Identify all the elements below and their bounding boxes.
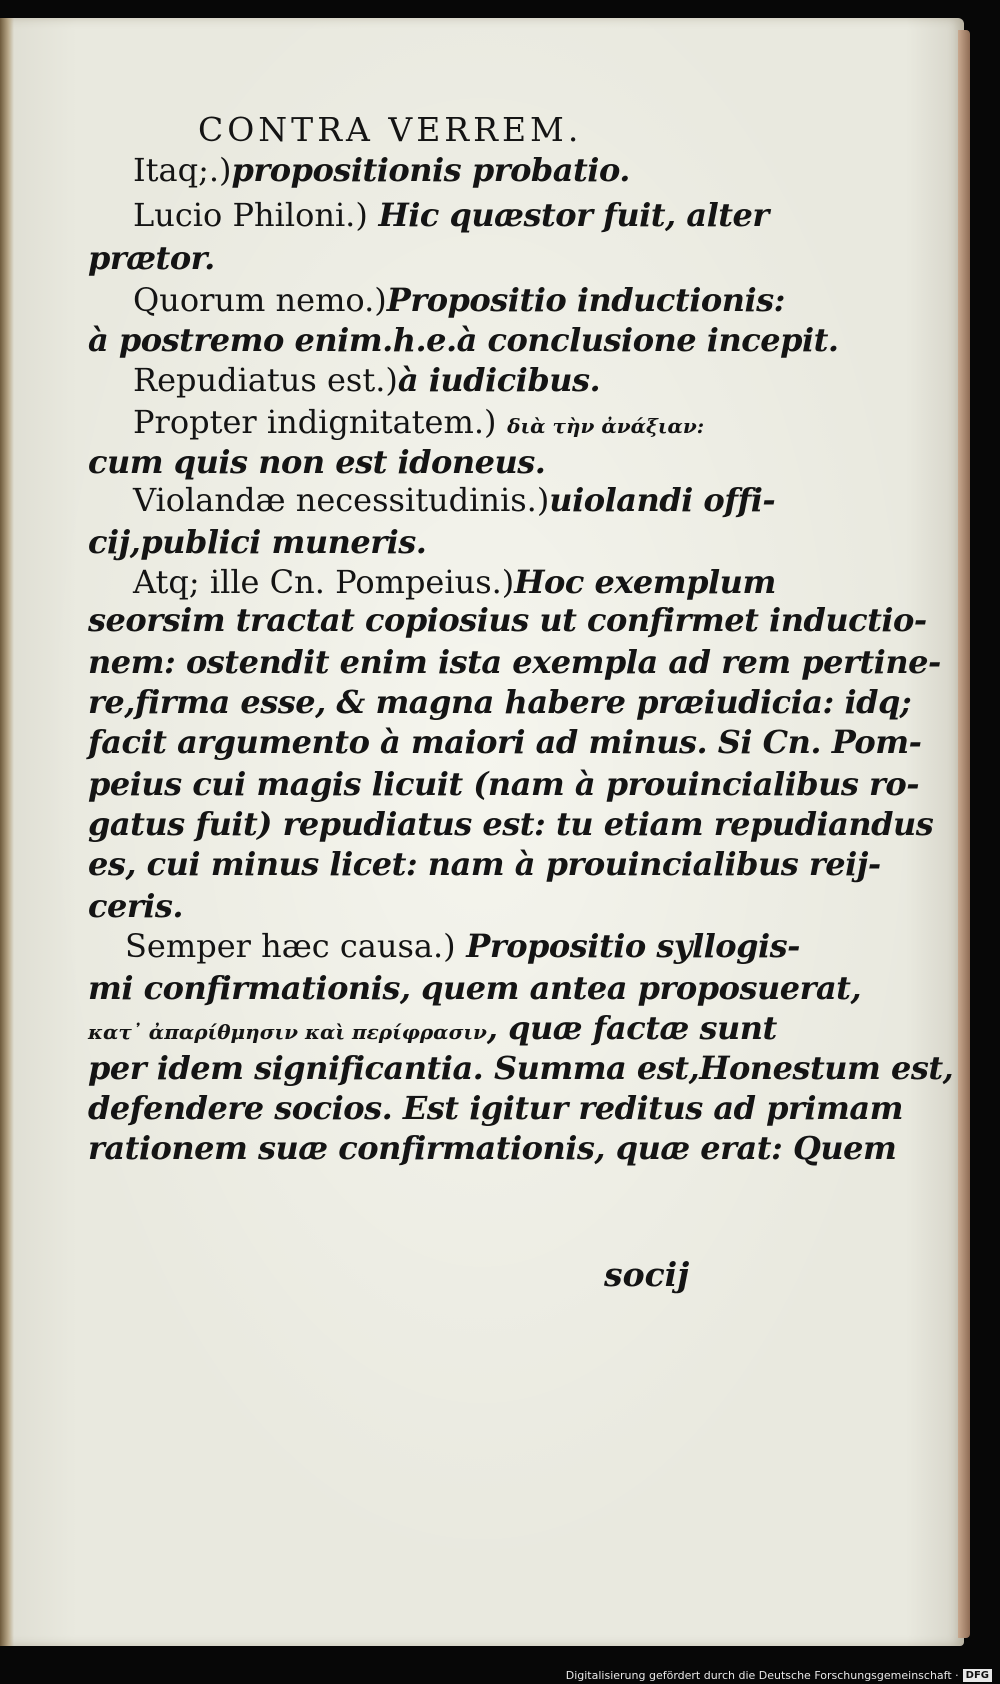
commentary: nem: ostendit enim ista exempla ad rem pertine- bbox=[88, 643, 941, 681]
running-head: CONTRA VERREM. bbox=[198, 110, 583, 149]
greek-phrase: κατ᾽ ἀπαρίθμησιν καὶ περίφρασιν bbox=[88, 1020, 487, 1044]
commentary: , quæ factæ sunt bbox=[486, 1009, 777, 1047]
text-line bbox=[133, 195, 769, 235]
text-line bbox=[133, 150, 630, 190]
text-line bbox=[88, 320, 839, 360]
commentary: Hoc exemplum bbox=[514, 563, 776, 601]
text-line bbox=[88, 600, 927, 640]
commentary: propositionis probatio. bbox=[231, 151, 630, 189]
text-line bbox=[88, 682, 911, 722]
text-line bbox=[88, 804, 933, 844]
page-edge bbox=[958, 30, 970, 1638]
text-line bbox=[133, 480, 775, 520]
commentary: re,firma esse, & magna habere præiudicia: idq; bbox=[88, 683, 912, 721]
digitization-credit bbox=[566, 1669, 992, 1682]
commentary: seorsim tractat copiosius ut confirmet inductio- bbox=[88, 601, 927, 639]
lemma: Repudiatus est.) bbox=[133, 361, 398, 399]
page-gutter-shadow bbox=[0, 18, 14, 1646]
text-line bbox=[88, 442, 545, 482]
text-line bbox=[125, 926, 800, 966]
commentary: gatus fuit) repudiatus est: tu etiam repudiandus bbox=[88, 805, 934, 843]
text-line bbox=[88, 886, 183, 926]
commentary: Propositio inductionis: bbox=[386, 281, 785, 319]
text-line bbox=[88, 522, 426, 562]
text-line bbox=[88, 1088, 903, 1128]
text-line bbox=[133, 562, 776, 602]
commentary: ceris. bbox=[88, 887, 184, 925]
text-line bbox=[88, 1048, 953, 1088]
commentary: prætor. bbox=[88, 239, 215, 277]
text-line bbox=[88, 238, 215, 278]
commentary: defendere socios. Est igitur reditus ad primam bbox=[88, 1089, 903, 1127]
credit-text: Digitalisierung gefördert durch die Deutsche Forschungsgemeinschaft · bbox=[565, 1669, 959, 1682]
dfg-logo: DFG bbox=[963, 1669, 992, 1682]
lemma: Semper hæc causa.) bbox=[125, 927, 456, 965]
commentary: uiolandi offi- bbox=[549, 481, 776, 519]
text-line bbox=[88, 1128, 896, 1168]
lemma: Violandæ necessitudinis.) bbox=[133, 481, 550, 519]
catchword: socij bbox=[604, 1255, 690, 1294]
lemma: Lucio Philoni.) bbox=[133, 196, 368, 234]
text-line bbox=[88, 844, 881, 884]
text-line bbox=[133, 280, 785, 320]
lemma: Propter indignitatem.) bbox=[133, 403, 497, 441]
text-line bbox=[88, 722, 921, 762]
commentary bbox=[496, 403, 507, 441]
commentary: peius cui magis licuit (nam à prouincialibus ro- bbox=[88, 765, 920, 803]
text-line bbox=[133, 360, 600, 400]
text-line bbox=[133, 402, 704, 446]
commentary: cij,publici muneris. bbox=[88, 523, 427, 561]
commentary: à postremo enim.h.e.à conclusione incepit. bbox=[88, 321, 839, 359]
greek-phrase: διὰ τὴν ἀνάξιαν: bbox=[507, 414, 705, 438]
commentary: à iudicibus. bbox=[397, 361, 601, 399]
commentary: rationem suæ confirmationis, quæ erat: Quem bbox=[88, 1129, 897, 1167]
commentary: es, cui minus licet: nam à prouincialibus reij- bbox=[88, 845, 881, 883]
commentary: Propositio syllogis- bbox=[455, 927, 800, 965]
lemma: Itaq;.) bbox=[133, 151, 232, 189]
commentary: facit argumento à maiori ad minus. Si Cn. Pom- bbox=[88, 723, 922, 761]
lemma: Atq; ille Cn. Pompeius.) bbox=[133, 563, 515, 601]
commentary: mi confirmationis, quem antea proposuerat, bbox=[88, 969, 862, 1007]
text-line bbox=[88, 642, 941, 682]
text-line bbox=[88, 1008, 777, 1052]
commentary: Hic quæstor fuit, alter bbox=[367, 196, 769, 234]
lemma: Quorum nemo.) bbox=[133, 281, 387, 319]
text-line bbox=[88, 968, 861, 1008]
text-line bbox=[88, 764, 919, 804]
commentary: cum quis non est idoneus. bbox=[88, 443, 546, 481]
commentary: per idem significantia. Summa est,Honestum est, bbox=[88, 1049, 954, 1087]
